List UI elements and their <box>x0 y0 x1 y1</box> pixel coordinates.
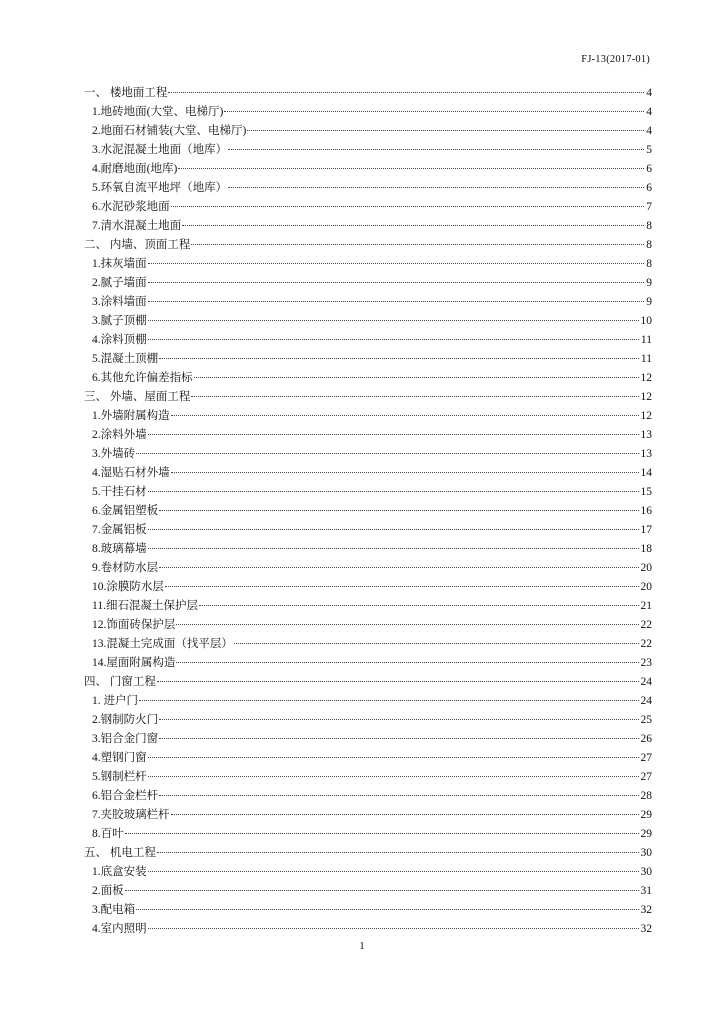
dot-leader <box>159 795 638 796</box>
toc-entry-title: 8.百叶 <box>92 828 124 840</box>
dot-leader <box>171 814 639 815</box>
toc-entry-title: 6.金属铝塑板 <box>92 505 159 517</box>
toc-entry-page: 6 <box>646 163 652 175</box>
dot-leader <box>148 871 639 872</box>
toc-entry-page: 4 <box>646 106 652 118</box>
toc-entry-page: 8 <box>646 239 652 251</box>
toc-entry-page: 26 <box>640 733 652 745</box>
toc-entry-title: 五、 机电工程 <box>84 847 156 859</box>
toc-entry-page: 23 <box>640 657 652 669</box>
toc-entry-page: 11 <box>640 353 652 365</box>
dot-leader <box>171 472 639 473</box>
toc-entry[interactable] <box>84 559 652 578</box>
toc-entry-title: 5.环氧自流平地坪（地库） <box>92 182 228 194</box>
toc-entry-page: 13 <box>640 429 652 441</box>
toc-entry[interactable] <box>84 692 652 711</box>
toc-entry-page: 20 <box>640 562 652 574</box>
toc-entry-title: 10.涂膜防水层 <box>92 581 164 593</box>
toc-entry-page: 32 <box>640 904 652 916</box>
toc-entry-title: 1.底盒安装 <box>92 866 147 878</box>
dot-leader <box>125 833 639 834</box>
toc-section-entry[interactable] <box>84 84 652 103</box>
toc-entry-page: 6 <box>646 182 652 194</box>
toc-entry-title: 6.水泥砂浆地面 <box>92 201 170 213</box>
toc-entry[interactable] <box>84 160 652 179</box>
dot-leader <box>228 187 644 188</box>
dot-leader <box>148 491 639 492</box>
dot-leader <box>139 700 639 701</box>
toc-entry-page: 28 <box>640 790 652 802</box>
toc-entry-page: 15 <box>640 486 652 498</box>
dot-leader <box>157 852 639 853</box>
toc-entry-title: 4.室内照明 <box>92 923 147 935</box>
dot-leader <box>159 358 639 359</box>
toc-entry[interactable] <box>84 711 652 730</box>
dot-leader <box>171 206 645 207</box>
dot-leader <box>148 529 639 530</box>
toc-entry-page: 8 <box>646 220 652 232</box>
toc-entry-title: 3.涂料墙面 <box>92 296 147 308</box>
dot-leader <box>199 605 639 606</box>
toc-entry-title: 2.涂料外墙 <box>92 429 147 441</box>
toc-entry[interactable] <box>84 369 652 388</box>
dot-leader <box>176 662 638 663</box>
toc-entry[interactable] <box>84 103 652 122</box>
toc-entry-title: 4.湿贴石材外墙 <box>92 467 170 479</box>
toc-entry[interactable] <box>84 540 652 559</box>
dot-leader <box>165 586 639 587</box>
toc-entry[interactable] <box>84 787 652 806</box>
dot-leader <box>159 738 638 739</box>
toc-entry-title: 6.其他允许偏差指标 <box>92 372 193 384</box>
toc-entry[interactable] <box>84 274 652 293</box>
toc-entry-title: 4.耐磨地面(地库) <box>92 163 178 175</box>
toc-entry-title: 3.外墙砖 <box>92 448 136 460</box>
toc-entry-title: 5.钢制栏杆 <box>92 771 147 783</box>
toc-entry[interactable] <box>84 730 652 749</box>
toc-entry-title: 3.水泥混凝土地面（地库） <box>92 144 228 156</box>
toc-entry[interactable] <box>84 806 652 825</box>
toc-entry[interactable] <box>84 293 652 312</box>
dot-leader <box>171 415 639 416</box>
dot-leader <box>148 548 639 549</box>
toc-entry-page: 14 <box>640 467 652 479</box>
toc-entry[interactable] <box>84 445 652 464</box>
dot-leader <box>228 149 644 150</box>
toc-entry-title: 4.涂料顶棚 <box>92 334 147 346</box>
dot-leader <box>182 225 644 226</box>
toc-entry-title: 四、 门窗工程 <box>84 676 156 688</box>
dot-leader <box>125 890 639 891</box>
toc-entry[interactable] <box>84 331 652 350</box>
toc-entry-page: 24 <box>640 676 652 688</box>
toc-entry-page: 9 <box>646 277 652 289</box>
toc-entry-title: 3.配电箱 <box>92 904 136 916</box>
toc-entry-title: 7.夹胶玻璃栏杆 <box>92 809 170 821</box>
toc-entry-title: 3.腻子顶棚 <box>92 315 147 327</box>
toc-entry-title: 5.混凝土顶棚 <box>92 353 159 365</box>
toc-entry-page: 12 <box>640 410 652 422</box>
toc-section-entry[interactable] <box>84 388 652 407</box>
dot-leader <box>148 263 645 264</box>
toc-entry[interactable] <box>84 597 652 616</box>
dot-leader <box>148 282 645 283</box>
toc-entry-title: 1.地砖地面(大堂、电梯厅) <box>92 106 224 118</box>
toc-entry[interactable] <box>84 426 652 445</box>
toc-entry-title: 1. 进户门 <box>92 695 138 707</box>
toc-entry-page: 29 <box>640 809 652 821</box>
toc-entry-title: 一、 楼地面工程 <box>84 87 168 99</box>
dot-leader <box>191 244 644 245</box>
toc-entry-page: 7 <box>646 201 652 213</box>
dot-leader <box>159 510 638 511</box>
toc-entry-title: 11.细石混凝土保护层 <box>92 600 198 612</box>
toc-entry[interactable] <box>84 198 652 217</box>
page-number: 1 <box>359 940 365 952</box>
dot-leader <box>176 624 638 625</box>
dot-leader <box>224 111 644 112</box>
toc-entry-page: 32 <box>640 923 652 935</box>
toc-entry-page: 4 <box>646 125 652 137</box>
toc-entry-page: 5 <box>646 144 652 156</box>
toc-entry-title: 12.饰面砖保护层 <box>92 619 176 631</box>
dot-leader <box>168 92 644 93</box>
toc-entry[interactable] <box>84 464 652 483</box>
toc-entry-page: 22 <box>640 638 652 650</box>
toc-entry-title: 2.钢制防火门 <box>92 714 159 726</box>
toc-entry[interactable] <box>84 502 652 521</box>
toc-entry[interactable] <box>84 521 652 540</box>
dot-leader <box>247 130 644 131</box>
toc-entry[interactable] <box>84 407 652 426</box>
toc-entry-title: 1.外墙附属构造 <box>92 410 170 422</box>
toc-entry[interactable] <box>84 483 652 502</box>
toc-entry-page: 27 <box>640 771 652 783</box>
toc-section-entry[interactable] <box>84 673 652 692</box>
dot-leader <box>178 168 644 169</box>
dot-leader <box>148 301 645 302</box>
dot-leader <box>148 320 639 321</box>
toc-entry-title: 5.干挂石材 <box>92 486 147 498</box>
dot-leader <box>234 643 639 644</box>
dot-leader <box>159 719 638 720</box>
toc-entry-title: 三、 外墙、屋面工程 <box>84 391 191 403</box>
toc-entry[interactable] <box>84 749 652 768</box>
toc-entry-page: 27 <box>640 752 652 764</box>
toc-entry[interactable] <box>84 920 652 939</box>
toc-entry-page: 4 <box>646 87 652 99</box>
toc-entry-page: 10 <box>640 315 652 327</box>
table-of-contents <box>84 84 652 939</box>
dot-leader <box>148 928 639 929</box>
toc-entry[interactable] <box>84 255 652 274</box>
toc-entry[interactable] <box>84 768 652 787</box>
toc-entry[interactable] <box>84 882 652 901</box>
toc-entry-title: 9.卷材防水层 <box>92 562 159 574</box>
toc-entry-page: 17 <box>640 524 652 536</box>
toc-entry-title: 3.铝合金门窗 <box>92 733 159 745</box>
toc-entry[interactable] <box>84 312 652 331</box>
toc-entry-page: 12 <box>640 372 652 384</box>
toc-entry-page: 24 <box>640 695 652 707</box>
dot-leader <box>194 377 639 378</box>
toc-entry[interactable] <box>84 825 652 844</box>
toc-entry-page: 29 <box>640 828 652 840</box>
toc-entry-title: 4.塑钢门窗 <box>92 752 147 764</box>
toc-entry[interactable] <box>84 635 652 654</box>
toc-entry-title: 13.混凝土完成面（找平层） <box>92 638 233 650</box>
dot-leader <box>157 681 639 682</box>
toc-entry-page: 9 <box>646 296 652 308</box>
toc-entry-page: 11 <box>640 334 652 346</box>
toc-entry-page: 13 <box>640 448 652 460</box>
toc-entry[interactable] <box>84 350 652 369</box>
toc-section-entry[interactable] <box>84 236 652 255</box>
toc-entry-title: 6.铝合金栏杆 <box>92 790 159 802</box>
dot-leader <box>159 567 638 568</box>
dot-leader <box>136 909 638 910</box>
toc-entry[interactable] <box>84 217 652 236</box>
toc-entry-page: 25 <box>640 714 652 726</box>
toc-entry-page: 12 <box>640 391 652 403</box>
toc-entry-title: 7.金属铝板 <box>92 524 147 536</box>
toc-entry[interactable] <box>84 901 652 920</box>
toc-entry[interactable] <box>84 141 652 160</box>
dot-leader <box>148 776 639 777</box>
toc-entry-title: 二、 内墙、顶面工程 <box>84 239 191 251</box>
toc-entry-page: 31 <box>640 885 652 897</box>
toc-entry[interactable] <box>84 654 652 673</box>
toc-entry-page: 22 <box>640 619 652 631</box>
toc-entry-page: 21 <box>640 600 652 612</box>
toc-entry[interactable] <box>84 122 652 141</box>
toc-entry-title: 14.屋面附属构造 <box>92 657 176 669</box>
toc-entry-title: 2.面板 <box>92 885 124 897</box>
dot-leader <box>148 339 639 340</box>
toc-entry-title: 8.玻璃幕墙 <box>92 543 147 555</box>
dot-leader <box>191 396 638 397</box>
toc-entry-page: 8 <box>646 258 652 270</box>
dot-leader <box>148 434 639 435</box>
toc-entry-title: 2.腻子墙面 <box>92 277 147 289</box>
dot-leader <box>148 757 639 758</box>
toc-entry-page: 30 <box>640 866 652 878</box>
document-code: FJ-13(2017-01) <box>581 54 650 65</box>
toc-entry-title: 7.清水混凝土地面 <box>92 220 182 232</box>
toc-entry-page: 18 <box>640 543 652 555</box>
dot-leader <box>136 453 638 454</box>
toc-entry-title: 1.抹灰墙面 <box>92 258 147 270</box>
toc-entry[interactable] <box>84 179 652 198</box>
toc-entry-page: 16 <box>640 505 652 517</box>
toc-entry[interactable] <box>84 863 652 882</box>
toc-entry-page: 30 <box>640 847 652 859</box>
toc-entry-title: 2.地面石材铺装(大堂、电梯厅) <box>92 125 247 137</box>
toc-entry[interactable] <box>84 578 652 597</box>
toc-entry[interactable] <box>84 616 652 635</box>
toc-entry-page: 20 <box>640 581 652 593</box>
toc-section-entry[interactable] <box>84 844 652 863</box>
